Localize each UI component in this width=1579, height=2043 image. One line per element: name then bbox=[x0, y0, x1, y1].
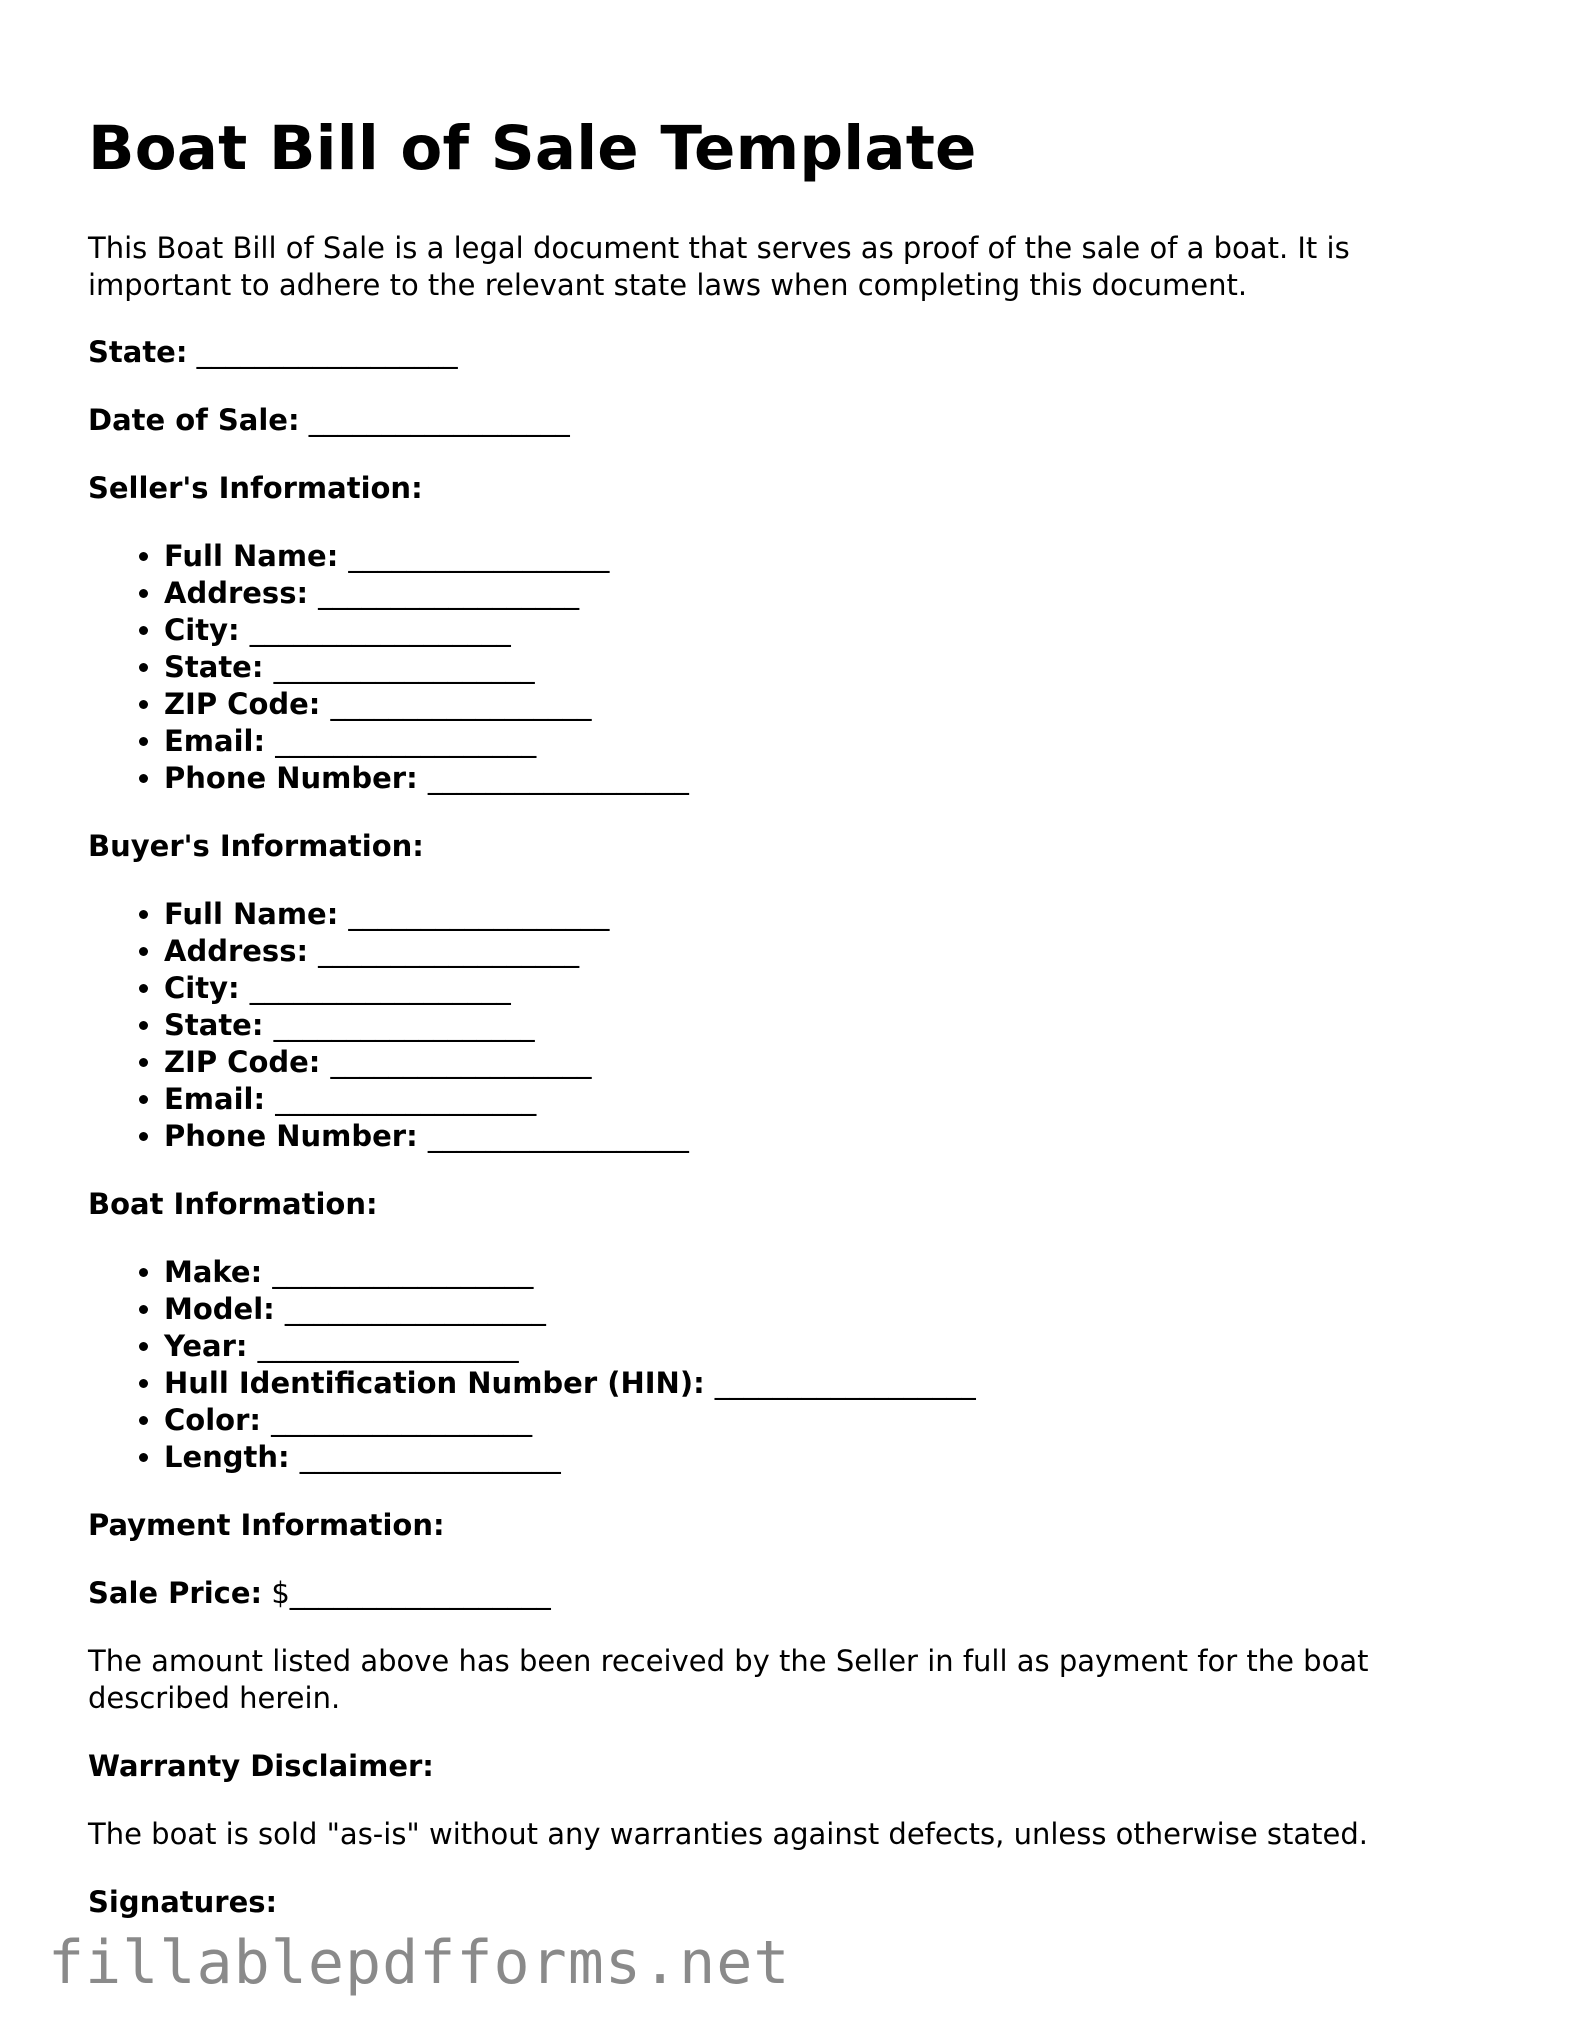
seller-field-item bbox=[164, 612, 1508, 649]
boat-field-item bbox=[164, 1328, 1508, 1365]
warranty-heading: Warranty Disclaimer: bbox=[88, 1749, 434, 1783]
buyer-fields bbox=[88, 896, 1508, 1155]
state-label: State: bbox=[88, 335, 188, 369]
buyer-field-item bbox=[164, 896, 1508, 933]
boat-field-label: Hull Identification Number (HIN): bbox=[164, 1366, 705, 1400]
date-of-sale-blank[interactable]: __________________ bbox=[308, 403, 570, 437]
boat-field-label: Color: bbox=[164, 1403, 261, 1437]
date-of-sale-label: Date of Sale: bbox=[88, 403, 300, 437]
watermark: fillablepdfforms.net bbox=[48, 1928, 791, 1998]
seller-field-blank[interactable]: __________________ bbox=[318, 576, 580, 610]
seller-field-blank[interactable]: __________________ bbox=[330, 687, 592, 721]
buyer-field-label: Email: bbox=[164, 1082, 266, 1116]
state-blank[interactable]: __________________ bbox=[196, 335, 458, 369]
boat-field-label: Model: bbox=[164, 1292, 275, 1326]
seller-field-label: Address: bbox=[164, 576, 309, 610]
boat-field-blank[interactable]: __________________ bbox=[714, 1366, 976, 1400]
date-of-sale-field bbox=[88, 402, 1508, 439]
buyer-field-blank[interactable]: __________________ bbox=[275, 1082, 537, 1116]
seller-field-item bbox=[164, 760, 1508, 797]
page-title: Boat Bill of Sale Template bbox=[88, 113, 977, 184]
buyer-field-label: City: bbox=[164, 971, 240, 1005]
seller-field-item bbox=[164, 538, 1508, 575]
document-page bbox=[88, 105, 1508, 1921]
boat-field-blank[interactable]: __________________ bbox=[284, 1292, 546, 1326]
buyer-field-label: State: bbox=[164, 1008, 264, 1042]
seller-field-blank[interactable]: __________________ bbox=[348, 539, 610, 573]
seller-field-label: City: bbox=[164, 613, 240, 647]
boat-field-item bbox=[164, 1402, 1508, 1439]
seller-fields bbox=[88, 538, 1508, 797]
boat-field-label: Length: bbox=[164, 1440, 290, 1474]
buyer-field-blank[interactable]: __________________ bbox=[318, 934, 580, 968]
warranty-text: The boat is sold "as-is" without any warranties against defects, unless otherwise stated. bbox=[88, 1817, 1368, 1851]
seller-field-blank[interactable]: __________________ bbox=[249, 613, 511, 647]
buyer-field-item bbox=[164, 1007, 1508, 1044]
boat-fields bbox=[88, 1254, 1508, 1476]
buyer-field-blank[interactable]: __________________ bbox=[249, 971, 511, 1005]
buyer-field-blank[interactable]: __________________ bbox=[348, 897, 610, 931]
seller-field-label: Phone Number: bbox=[164, 761, 418, 795]
buyer-field-label: Full Name: bbox=[164, 897, 339, 931]
seller-field-label: Full Name: bbox=[164, 539, 339, 573]
seller-field-label: State: bbox=[164, 650, 264, 684]
boat-field-blank[interactable]: __________________ bbox=[257, 1329, 519, 1363]
boat-field-item bbox=[164, 1254, 1508, 1291]
boat-field-label: Year: bbox=[164, 1329, 248, 1363]
boat-field-item bbox=[164, 1365, 1508, 1402]
sale-price-label: Sale Price: bbox=[88, 1576, 263, 1610]
buyer-heading: Buyer's Information: bbox=[88, 829, 424, 863]
seller-field-item bbox=[164, 723, 1508, 760]
buyer-field-label: Phone Number: bbox=[164, 1119, 418, 1153]
signatures-heading: Signatures: bbox=[88, 1885, 278, 1919]
boat-field-blank[interactable]: __________________ bbox=[272, 1255, 534, 1289]
seller-field-item bbox=[164, 686, 1508, 723]
buyer-field-blank[interactable]: __________________ bbox=[330, 1045, 592, 1079]
payment-heading: Payment Information: bbox=[88, 1508, 445, 1542]
boat-field-blank[interactable]: __________________ bbox=[299, 1440, 561, 1474]
buyer-field-label: Address: bbox=[164, 934, 309, 968]
seller-field-item bbox=[164, 649, 1508, 686]
intro-paragraph: This Boat Bill of Sale is a legal document that serves as proof of the sale of a boat. It is important to adhere to the relevant state laws when completing this document. bbox=[88, 231, 1350, 302]
boat-field-item bbox=[164, 1291, 1508, 1328]
sale-price-blank[interactable]: __________________ bbox=[289, 1576, 551, 1610]
state-field bbox=[88, 334, 1508, 371]
buyer-field-item bbox=[164, 1044, 1508, 1081]
boat-field-blank[interactable]: __________________ bbox=[271, 1403, 533, 1437]
buyer-field-label: ZIP Code: bbox=[164, 1045, 321, 1079]
buyer-field-item bbox=[164, 970, 1508, 1007]
buyer-field-item bbox=[164, 1081, 1508, 1118]
seller-field-label: ZIP Code: bbox=[164, 687, 321, 721]
seller-field-blank[interactable]: __________________ bbox=[273, 650, 535, 684]
seller-field-item bbox=[164, 575, 1508, 612]
boat-heading: Boat Information: bbox=[88, 1187, 378, 1221]
boat-field-label: Make: bbox=[164, 1255, 263, 1289]
boat-field-item bbox=[164, 1439, 1508, 1476]
seller-field-label: Email: bbox=[164, 724, 266, 758]
payment-received-text: The amount listed above has been received by the Seller in full as payment for the boat described herein. bbox=[88, 1644, 1369, 1715]
seller-field-blank[interactable]: __________________ bbox=[427, 761, 689, 795]
buyer-field-blank[interactable]: __________________ bbox=[273, 1008, 535, 1042]
buyer-field-item bbox=[164, 933, 1508, 970]
buyer-field-item bbox=[164, 1118, 1508, 1155]
sale-price-field bbox=[88, 1575, 1508, 1612]
seller-heading: Seller's Information: bbox=[88, 471, 423, 505]
sale-price-currency: $ bbox=[271, 1576, 290, 1610]
buyer-field-blank[interactable]: __________________ bbox=[427, 1119, 689, 1153]
seller-field-blank[interactable]: __________________ bbox=[275, 724, 537, 758]
